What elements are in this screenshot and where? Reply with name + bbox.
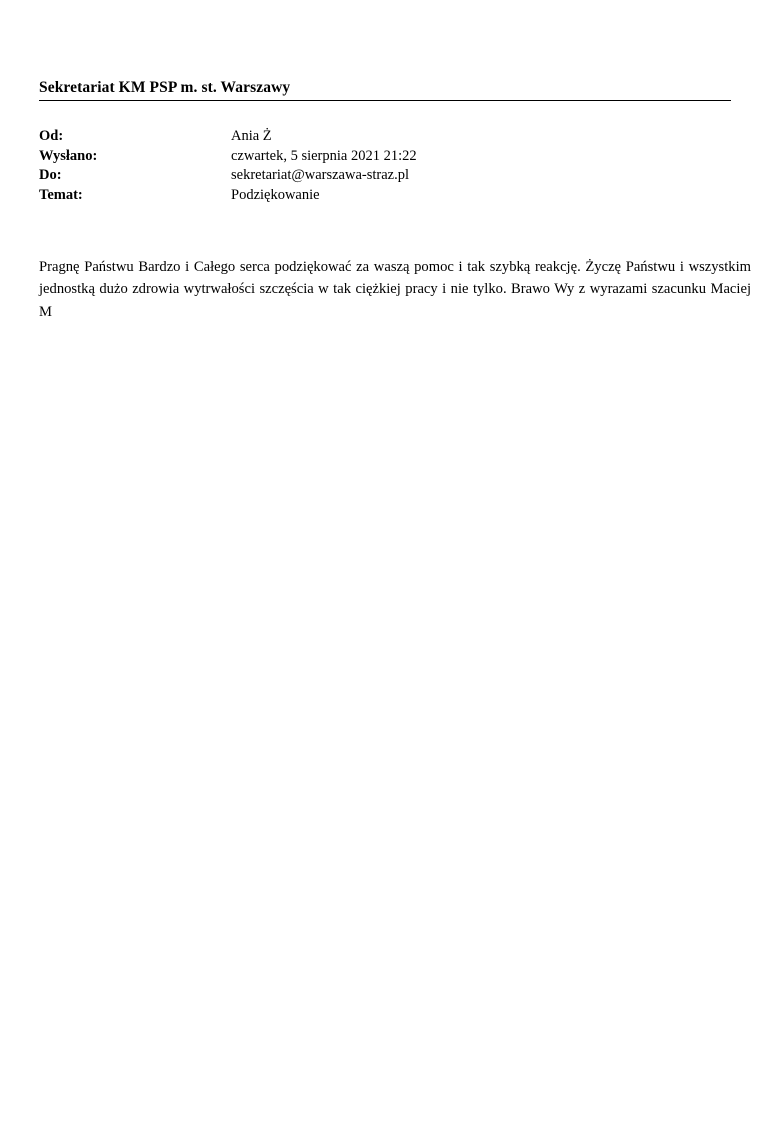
metadata-label-sent: Wysłano: xyxy=(39,147,98,164)
header-divider xyxy=(39,100,731,101)
metadata-label-subject: Temat: xyxy=(39,186,83,203)
email-body xyxy=(39,256,751,323)
document-header xyxy=(39,78,731,101)
metadata-value-sent: czwartek, 5 sierpnia 2021 21:22 xyxy=(231,147,417,164)
metadata-row-subject xyxy=(39,186,739,206)
metadata-row-to xyxy=(39,166,739,186)
page-title: Sekretariat KM PSP m. st. Warszawy xyxy=(39,79,291,96)
metadata-value-from: Ania Ż xyxy=(231,128,272,144)
metadata-row-from xyxy=(39,127,739,147)
metadata-value-to: sekretariat@warszawa-straz.pl xyxy=(231,167,409,183)
metadata-value-subject: Podziękowanie xyxy=(231,186,320,203)
metadata-label-to: Do: xyxy=(39,167,62,183)
email-metadata xyxy=(39,127,739,205)
body-paragraph: Pragnę Państwu Bardzo i Całego serca podziękować za waszą pomoc i tak szybką reakcję. Życzę Państwu i wszystkim jednostką dużo zdrowia wytrwałości szczęścia w tak ciężkiej pracy i nie tylko. Brawo Wy z wyrazami szacunku Maciej M xyxy=(39,259,751,320)
metadata-label-from: Od: xyxy=(39,128,64,144)
metadata-row-sent xyxy=(39,147,739,167)
